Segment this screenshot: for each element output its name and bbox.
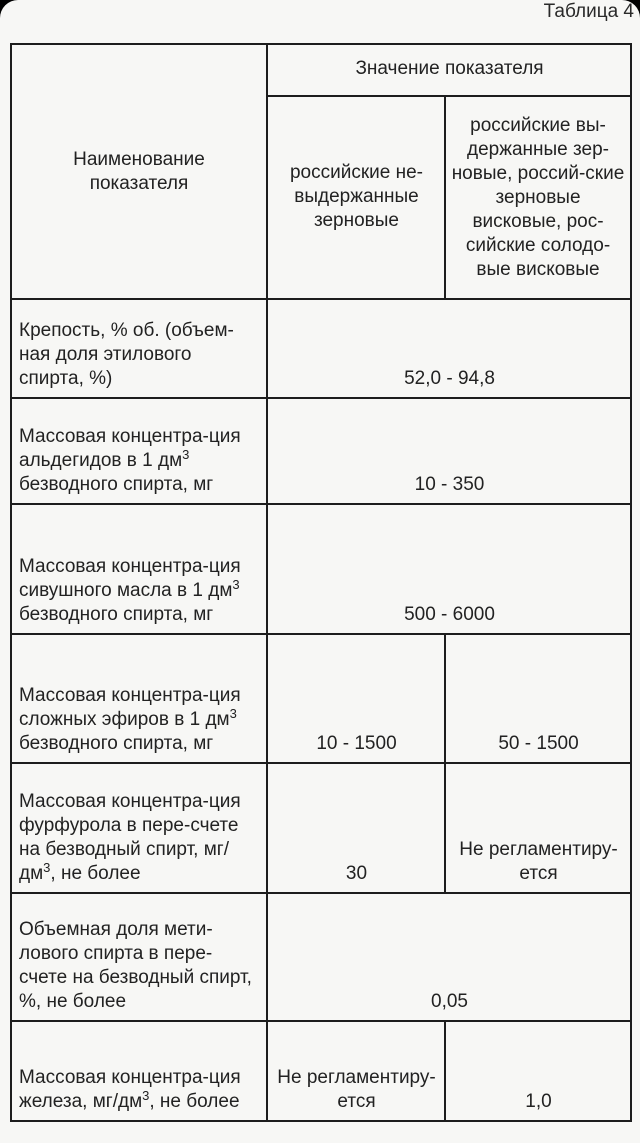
row-name-aldehydes: Массовая концентра-ция альдегидов в 1 $дм^3$ безводного спирта, мг xyxy=(11,398,267,504)
row-value-iron-aged: 1,0 xyxy=(445,1021,631,1121)
table-row xyxy=(11,634,631,763)
row-value-furfural-unaged: 30 xyxy=(267,763,445,893)
row-value-strength: 52,0 - 94,8 xyxy=(267,299,631,398)
header-col-unaged: российские не-выдержанные зерновые xyxy=(267,96,445,299)
row-value-esters-unaged: 10 - 1500 xyxy=(267,634,445,763)
header-indicator-value: Значение показателя xyxy=(267,44,631,96)
indicators-table xyxy=(10,43,632,1122)
table-row xyxy=(11,1021,631,1121)
row-value-methanol: 0,05 xyxy=(267,893,631,1021)
table-row xyxy=(11,299,631,398)
row-value-iron-unaged: Не регламентиру-ется xyxy=(267,1021,445,1121)
row-name-strength: Крепость, % об. (объем-ная доля этилового спирта, %) xyxy=(11,299,267,398)
row-name-iron: Массовая концентра-ция железа, $мг/дм^3$, не более xyxy=(11,1021,267,1121)
row-name-esters: Массовая концентра-ция сложных эфиров в 1 $дм^3$ безводного спирта, мг xyxy=(11,634,267,763)
row-name-methanol: Объемная доля мети-лового спирта в пере-счете на безводный спирт, %, не более xyxy=(11,893,267,1021)
row-name-fusel-oil: Массовая концентра-ция сивушного масла в 1 $дм^3$ безводного спирта, мг xyxy=(11,504,267,634)
table-caption: Таблица 4 xyxy=(543,1,634,22)
table-row xyxy=(11,893,631,1021)
header-col-aged: российские вы-держанные зер-новые, россий-ские зерновые висковые, рос-сийские солодо-вые висковые xyxy=(445,96,631,299)
table-row xyxy=(11,763,631,893)
header-row xyxy=(11,44,631,96)
row-value-esters-aged: 50 - 1500 xyxy=(445,634,631,763)
row-value-aldehydes: 10 - 350 xyxy=(267,398,631,504)
header-indicator-name: Наименование показателя xyxy=(11,44,267,299)
table-row xyxy=(11,398,631,504)
row-value-furfural-aged: Не регламентиру-ется xyxy=(445,763,631,893)
table-row xyxy=(11,504,631,634)
row-value-fusel-oil: 500 - 6000 xyxy=(267,504,631,634)
row-name-furfural: Массовая концентра-ция фурфурола в пере-счете на безводный спирт, $мг/дм^3$, не более xyxy=(11,763,267,893)
